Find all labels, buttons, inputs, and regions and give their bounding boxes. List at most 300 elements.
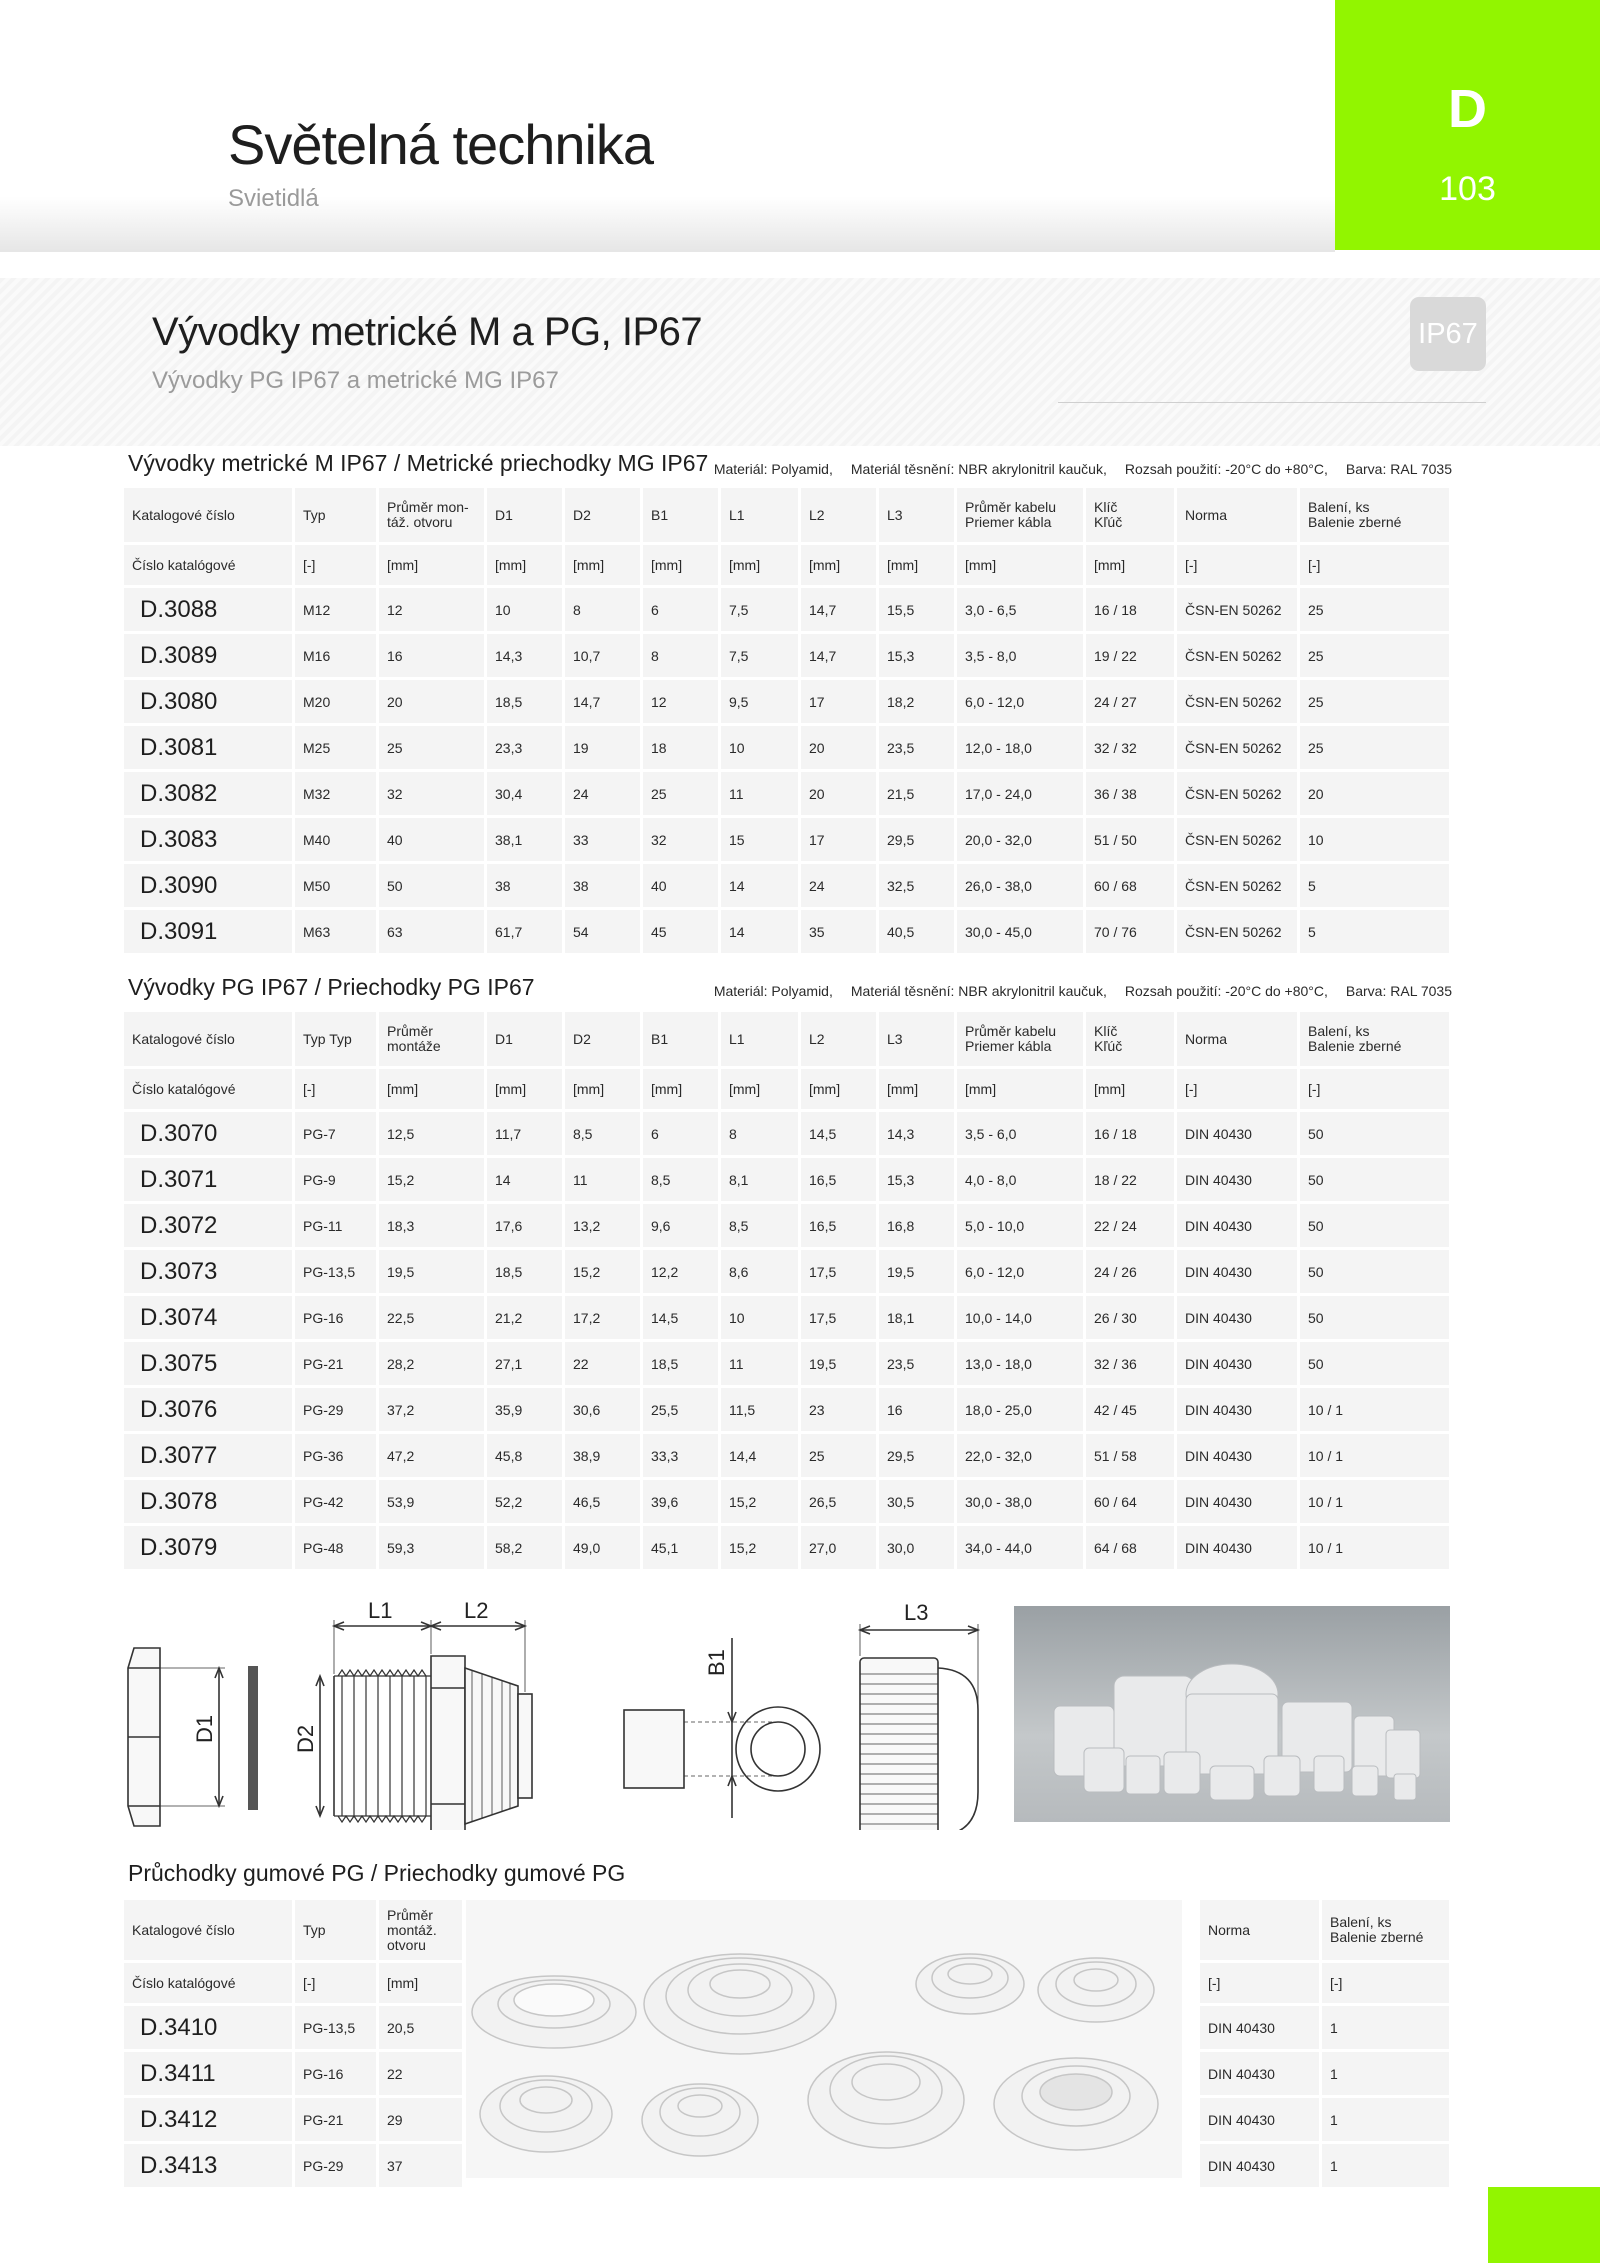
column-header: L3 (879, 488, 957, 542)
section-title: Vývodky metrické M a PG, IP67 (152, 310, 703, 354)
table-cell: DIN 40430 (1177, 1526, 1300, 1569)
column-header: B1 (643, 488, 721, 542)
product-photo (1014, 1606, 1450, 1822)
divider (1058, 402, 1486, 403)
grommets-image-svg (466, 1900, 1182, 2178)
table-cell: 32 (643, 818, 721, 861)
table-cell: 20 (1300, 772, 1452, 815)
table-cell: 19,5 (879, 1250, 957, 1293)
label-l3: L3 (904, 1600, 929, 1625)
table-cell: M40 (295, 818, 379, 861)
meta-range: Rozsah použití: -20°C do +80°C, (1124, 983, 1328, 999)
table-cell: 38 (487, 864, 565, 907)
meta-material: Materiál: Polyamid, (713, 461, 833, 477)
table-cell: 10,0 - 14,0 (957, 1296, 1086, 1339)
table-cell: 46,5 (565, 1480, 643, 1523)
table-cell: 17,0 - 24,0 (957, 772, 1086, 815)
catalog-number: D.3072 (124, 1204, 295, 1247)
table-cell: 12,2 (643, 1250, 721, 1293)
column-header: Průměr mon- táž. otvoru (379, 488, 487, 542)
table-cell: 29,5 (879, 1434, 957, 1477)
table-cell: 7,5 (721, 588, 801, 631)
table-cell: 17 (801, 680, 879, 723)
table-cell: 3,0 - 6,5 (957, 588, 1086, 631)
catalog-number: D.3070 (124, 1112, 295, 1155)
table-cell: 13,2 (565, 1204, 643, 1247)
table-cell: 32 / 36 (1086, 1342, 1177, 1385)
table-cell: 24 (801, 864, 879, 907)
column-header: [-] (1200, 1963, 1322, 2003)
column-header: [-] (295, 545, 379, 585)
table-cell: 59,3 (379, 1526, 487, 1569)
table-header-row (124, 1012, 1452, 1066)
table-cell: 39,6 (643, 1480, 721, 1523)
table-header-row (124, 488, 1452, 542)
table-cell: 12,0 - 18,0 (957, 726, 1086, 769)
table-cell: 26 / 30 (1086, 1296, 1177, 1339)
column-header: Balení, ks Balenie zberné (1322, 1900, 1452, 1960)
table-cell: PG-42 (295, 1480, 379, 1523)
table-cell: 6,0 - 12,0 (957, 680, 1086, 723)
column-header: L2 (801, 1012, 879, 1066)
table-cell: 14,7 (801, 588, 879, 631)
table-cell: 14,3 (879, 1112, 957, 1155)
column-header: Norma (1177, 488, 1300, 542)
table-cell: 32,5 (879, 864, 957, 907)
column-header: [-] (1177, 545, 1300, 585)
table-cell: 21,5 (879, 772, 957, 815)
table-cell: 11 (721, 772, 801, 815)
table-cell: PG-36 (295, 1434, 379, 1477)
table-cell: 18,5 (487, 1250, 565, 1293)
column-header: Číslo katalógové (124, 1963, 295, 2003)
table-cell: 33,3 (643, 1434, 721, 1477)
column-header: [mm] (379, 1963, 462, 2003)
table-cell: PG-9 (295, 1158, 379, 1201)
table-cell: 11,5 (721, 1388, 801, 1431)
table-row (124, 1158, 1452, 1201)
table-cell: 14,5 (643, 1296, 721, 1339)
table-row (124, 634, 1452, 677)
table-cell: 19 (565, 726, 643, 769)
column-header: L3 (879, 1012, 957, 1066)
table-cell: DIN 40430 (1177, 1296, 1300, 1339)
table-cell: 25 (1300, 634, 1452, 677)
table-cell: 50 (1300, 1158, 1452, 1201)
table-cell: 5 (1300, 910, 1452, 953)
table-cell: 26,5 (801, 1480, 879, 1523)
column-header: Klíč Kľúč (1086, 1012, 1177, 1066)
table-cell: 25 (379, 726, 487, 769)
column-header: [mm] (957, 1069, 1086, 1109)
column-header: Katalogové číslo (124, 488, 295, 542)
table-cell: 32 / 32 (1086, 726, 1177, 769)
table-row (124, 1342, 1452, 1385)
table-cell: PG-48 (295, 1526, 379, 1569)
table-cell: 19,5 (379, 1250, 487, 1293)
meta-seal: Materiál těsnění: NBR akrylonitril kaučuk, (850, 983, 1107, 999)
table-cell: 14,3 (487, 634, 565, 677)
table-row (124, 726, 1452, 769)
table-cell: 8 (721, 1112, 801, 1155)
table-row (124, 1388, 1452, 1431)
table-cell: 25 (1300, 726, 1452, 769)
catalog-number: D.3412 (124, 2098, 295, 2141)
dimension-drawing (120, 1598, 990, 1830)
label-d1: D1 (192, 1714, 217, 1743)
table1-title: Vývodky metrické M IP67 / Metrické priechodky MG IP67 (128, 450, 709, 476)
label-d2: D2 (293, 1724, 318, 1753)
table-cell: 19 / 22 (1086, 634, 1177, 677)
table-cell: 8,5 (643, 1158, 721, 1201)
column-header: [mm] (487, 545, 565, 585)
table-cell: DIN 40430 (1177, 1250, 1300, 1293)
table-cell: 20 (379, 680, 487, 723)
table-cell: 63 (379, 910, 487, 953)
table-cell: 38,1 (487, 818, 565, 861)
catalog-number: D.3079 (124, 1526, 295, 1569)
table2-meta (696, 983, 1452, 999)
table-cell: 8,5 (565, 1112, 643, 1155)
table-cell: 11 (721, 1342, 801, 1385)
table-cell: 10 / 1 (1300, 1434, 1452, 1477)
column-header: Norma (1200, 1900, 1322, 1960)
table-cell: 4,0 - 8,0 (957, 1158, 1086, 1201)
table-cell: PG-11 (295, 1204, 379, 1247)
column-header: [mm] (879, 1069, 957, 1109)
section-band (0, 278, 1600, 446)
table-row (124, 864, 1452, 907)
table-cell: 18,1 (879, 1296, 957, 1339)
catalog-number: D.3413 (124, 2144, 295, 2187)
table-cell: 21,2 (487, 1296, 565, 1339)
table-row (124, 818, 1452, 861)
table-cell: 51 / 58 (1086, 1434, 1177, 1477)
catalog-number: D.3091 (124, 910, 295, 953)
table-cell: 8 (643, 634, 721, 677)
meta-material: Materiál: Polyamid, (713, 983, 833, 999)
column-header: Průměr montáž. otvoru (379, 1900, 462, 1960)
table-cell: 18,5 (487, 680, 565, 723)
section-subtitle: Vývodky PG IP67 a metrické MG IP67 (152, 367, 559, 394)
catalog-number: D.3081 (124, 726, 295, 769)
catalog-number: D.3074 (124, 1296, 295, 1339)
column-header: Průměr montáže (379, 1012, 487, 1066)
table-cell: 23 (801, 1388, 879, 1431)
table-cell: 30,0 - 38,0 (957, 1480, 1086, 1523)
column-header: Katalogové číslo (124, 1012, 295, 1066)
table-cell: 3,5 - 6,0 (957, 1112, 1086, 1155)
table-cell: ČSN-EN 50262 (1177, 864, 1300, 907)
table-units-row (124, 1069, 1452, 1109)
table-cell: 16 / 18 (1086, 1112, 1177, 1155)
table-cell: PG-13,5 (295, 2006, 379, 2049)
table-cell: 50 (1300, 1204, 1452, 1247)
catalog-number: D.3075 (124, 1342, 295, 1385)
table-cell: 22,0 - 32,0 (957, 1434, 1086, 1477)
table-cell: 18,0 - 25,0 (957, 1388, 1086, 1431)
table-cell: 14 (721, 910, 801, 953)
table-cell: M20 (295, 680, 379, 723)
catalog-number: D.3083 (124, 818, 295, 861)
column-header: [-] (1300, 1069, 1452, 1109)
column-header: [-] (1177, 1069, 1300, 1109)
table-cell: 10 / 1 (1300, 1388, 1452, 1431)
catalog-number: D.3082 (124, 772, 295, 815)
table-cell: 20,5 (379, 2006, 462, 2049)
table-row (124, 910, 1452, 953)
table-cell: 24 (565, 772, 643, 815)
column-header: Typ (295, 1900, 379, 1960)
table-cell: 64 / 68 (1086, 1526, 1177, 1569)
column-header: [-] (1300, 545, 1452, 585)
table-pg-glands (124, 1009, 1452, 1572)
table-cell: 54 (565, 910, 643, 953)
table-cell: 6 (643, 588, 721, 631)
table-cell: 15,2 (721, 1480, 801, 1523)
table-cell: 11 (565, 1158, 643, 1201)
table-cell: 35,9 (487, 1388, 565, 1431)
table-cell: 15,2 (721, 1526, 801, 1569)
column-header: Průměr kabelu Priemer kábla (957, 1012, 1086, 1066)
table-cell: 38 (565, 864, 643, 907)
table-cell: 38,9 (565, 1434, 643, 1477)
table-cell: 1 (1322, 2052, 1452, 2095)
table-cell: PG-16 (295, 2052, 379, 2095)
table-cell: DIN 40430 (1177, 1388, 1300, 1431)
catalog-number: D.3080 (124, 680, 295, 723)
table-cell: PG-29 (295, 1388, 379, 1431)
column-header: [mm] (879, 545, 957, 585)
table-cell: 8,5 (721, 1204, 801, 1247)
grommets-image (466, 1900, 1182, 2178)
table-cell: 10 / 1 (1300, 1480, 1452, 1523)
table-cell: 16,5 (801, 1158, 879, 1201)
table-cell: ČSN-EN 50262 (1177, 680, 1300, 723)
table-cell: DIN 40430 (1177, 1434, 1300, 1477)
table-cell: 70 / 76 (1086, 910, 1177, 953)
table-cell: 22 (565, 1342, 643, 1385)
table-cell: 34,0 - 44,0 (957, 1526, 1086, 1569)
table-cell: 18 (643, 726, 721, 769)
table-cell: 15,2 (565, 1250, 643, 1293)
table-cell: 14,4 (721, 1434, 801, 1477)
table3-title: Průchodky gumové PG / Priechodky gumové PG (128, 1860, 626, 1886)
table-cell: 15,3 (879, 1158, 957, 1201)
table-cell: 18,5 (643, 1342, 721, 1385)
table-cell: 17,5 (801, 1250, 879, 1293)
catalog-number: D.3073 (124, 1250, 295, 1293)
column-header: Balení, ks Balenie zberné (1300, 1012, 1452, 1066)
table-cell: 23,5 (879, 1342, 957, 1385)
table-cell: 24 / 27 (1086, 680, 1177, 723)
table-cell: 45,1 (643, 1526, 721, 1569)
table-cell: 33 (565, 818, 643, 861)
column-header: [mm] (643, 1069, 721, 1109)
catalog-number: D.3410 (124, 2006, 295, 2049)
table-cell: 50 (1300, 1112, 1452, 1155)
table-row (124, 1250, 1452, 1293)
table-cell: 22 (379, 2052, 462, 2095)
table-cell: 14,5 (801, 1112, 879, 1155)
table-cell: 9,5 (721, 680, 801, 723)
column-header: D2 (565, 1012, 643, 1066)
column-header: Typ Typ (295, 1012, 379, 1066)
column-header: Balení, ks Balenie zberné (1300, 488, 1452, 542)
table-cell: DIN 40430 (1200, 2052, 1322, 2095)
table-cell: M63 (295, 910, 379, 953)
table-cell: 12 (379, 588, 487, 631)
page-header (0, 0, 1335, 252)
table-cell: 10 / 1 (1300, 1526, 1452, 1569)
table-cell: 40 (379, 818, 487, 861)
table-cell: 45,8 (487, 1434, 565, 1477)
column-header: [mm] (565, 545, 643, 585)
page-number: 103 (1439, 170, 1496, 208)
table-cell: 26,0 - 38,0 (957, 864, 1086, 907)
label-l1: L1 (368, 1598, 393, 1623)
table-cell: 16,8 (879, 1204, 957, 1247)
table-cell: 3,5 - 8,0 (957, 634, 1086, 677)
table-cell: 22 / 24 (1086, 1204, 1177, 1247)
table-row (124, 588, 1452, 631)
table-cell: 29,5 (879, 818, 957, 861)
table-cell: 11,7 (487, 1112, 565, 1155)
table-cell: 27,0 (801, 1526, 879, 1569)
table-cell: 15 (721, 818, 801, 861)
table-cell: 25 (1300, 680, 1452, 723)
table-cell: 8,6 (721, 1250, 801, 1293)
column-header: Číslo katalógové (124, 1069, 295, 1109)
table-cell: 15,3 (879, 634, 957, 677)
table-cell: ČSN-EN 50262 (1177, 818, 1300, 861)
column-header: [mm] (379, 545, 487, 585)
table-cell: DIN 40430 (1200, 2098, 1322, 2141)
table-cell: 40 (643, 864, 721, 907)
catalog-number: D.3090 (124, 864, 295, 907)
table-cell: 24 / 26 (1086, 1250, 1177, 1293)
table-cell: 8 (565, 588, 643, 631)
corner-accent (1488, 2187, 1600, 2263)
table-cell: 16 (379, 634, 487, 677)
page-title: Světelná technika (228, 113, 654, 176)
table-cell: DIN 40430 (1177, 1342, 1300, 1385)
table-cell: PG-16 (295, 1296, 379, 1339)
catalog-number: D.3071 (124, 1158, 295, 1201)
catalog-number: D.3089 (124, 634, 295, 677)
column-header: [mm] (721, 1069, 801, 1109)
table-cell: ČSN-EN 50262 (1177, 772, 1300, 815)
table-cell: 37 (379, 2144, 462, 2187)
label-b1: B1 (704, 1649, 729, 1676)
column-header: Typ (295, 488, 379, 542)
table-cell: 47,2 (379, 1434, 487, 1477)
column-header: [-] (295, 1069, 379, 1109)
table-cell: 45 (643, 910, 721, 953)
column-header: D1 (487, 488, 565, 542)
table-row (124, 1480, 1452, 1523)
table-cell: 15,2 (379, 1158, 487, 1201)
table-cell: ČSN-EN 50262 (1177, 910, 1300, 953)
catalog-number: D.3411 (124, 2052, 295, 2095)
table-cell: 25 (643, 772, 721, 815)
column-header: L1 (721, 1012, 801, 1066)
table-cell: 20,0 - 32,0 (957, 818, 1086, 861)
table-cell: DIN 40430 (1177, 1204, 1300, 1247)
table-cell: M32 (295, 772, 379, 815)
table-cell: 53,9 (379, 1480, 487, 1523)
column-header: Číslo katalógové (124, 545, 295, 585)
column-header: [mm] (487, 1069, 565, 1109)
table-cell: 10,7 (565, 634, 643, 677)
chapter-tab (1335, 0, 1600, 250)
table-cell: 60 / 68 (1086, 864, 1177, 907)
table-cell: 40,5 (879, 910, 957, 953)
table-cell: 23,5 (879, 726, 957, 769)
table-cell: 36 / 38 (1086, 772, 1177, 815)
table-row (124, 1526, 1452, 1569)
table-cell: 12,5 (379, 1112, 487, 1155)
table-cell: 14,7 (801, 634, 879, 677)
table-cell: 1 (1322, 2006, 1452, 2049)
ip67-badge: IP67 (1410, 297, 1486, 371)
table-cell: 50 (1300, 1250, 1452, 1293)
table-cell: 52,2 (487, 1480, 565, 1523)
table-row (124, 1204, 1452, 1247)
table-cell: 15,5 (879, 588, 957, 631)
table-cell: 32 (379, 772, 487, 815)
table-cell: PG-21 (295, 2098, 379, 2141)
table-cell: 16 (879, 1388, 957, 1431)
table-row (124, 1296, 1452, 1339)
meta-seal: Materiál těsnění: NBR akrylonitril kaučuk, (850, 461, 1107, 477)
column-header: [mm] (565, 1069, 643, 1109)
column-header: B1 (643, 1012, 721, 1066)
table-cell: 27,1 (487, 1342, 565, 1385)
table-cell: 58,2 (487, 1526, 565, 1569)
table-row (124, 680, 1452, 723)
table-cell: 18,3 (379, 1204, 487, 1247)
table-row (124, 1112, 1452, 1155)
table-cell: 12 (643, 680, 721, 723)
column-header: L2 (801, 488, 879, 542)
table-cell: 10 (487, 588, 565, 631)
table-cell: PG-7 (295, 1112, 379, 1155)
label-l2: L2 (464, 1598, 489, 1623)
table2-title: Vývodky PG IP67 / Priechodky PG IP67 (128, 974, 535, 1000)
catalog-number: D.3076 (124, 1388, 295, 1431)
table-cell: 17,2 (565, 1296, 643, 1339)
table-cell: 18 / 22 (1086, 1158, 1177, 1201)
table-cell: 5,0 - 10,0 (957, 1204, 1086, 1247)
table-cell: 8,1 (721, 1158, 801, 1201)
table-row (124, 772, 1452, 815)
table-cell: 30,5 (879, 1480, 957, 1523)
chapter-letter: D (1448, 79, 1487, 139)
meta-color: Barva: RAL 7035 (1345, 983, 1452, 999)
table-cell: 49,0 (565, 1526, 643, 1569)
column-header: D2 (565, 488, 643, 542)
page-subtitle: Svietidlá (228, 185, 319, 212)
catalog-number: D.3088 (124, 588, 295, 631)
table-cell: 10 (721, 1296, 801, 1339)
column-header: Klíč Kľúč (1086, 488, 1177, 542)
table-cell: 25 (801, 1434, 879, 1477)
table-cell: PG-21 (295, 1342, 379, 1385)
table1-meta (696, 461, 1452, 477)
table-cell: PG-29 (295, 2144, 379, 2187)
table-cell: 61,7 (487, 910, 565, 953)
